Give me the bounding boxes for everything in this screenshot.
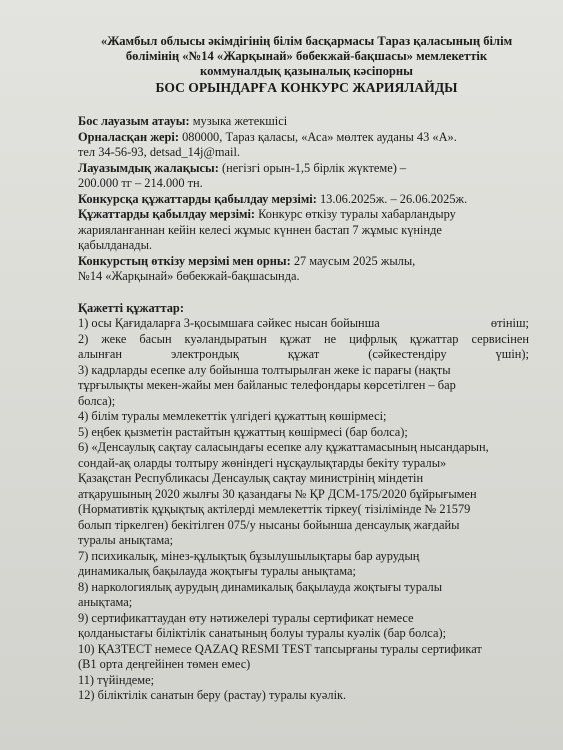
req-item-5: 5) еңбек қызметін растайтын құжаттың көшірмесі (бар болса); xyxy=(78,424,408,439)
req-item-2-word: куәландыратын xyxy=(184,331,267,346)
req-item-1-text: 1) осы Қағидаларға 3-қосымшаға сәйкес нысан бойынша xyxy=(78,316,380,330)
req-item-6-line-4: атқарушының 2020 жылғы 30 қазандағы № ҚР ДСМ-175/2020 бұйрығымен xyxy=(78,486,477,501)
accept-line-3: қабылданады. xyxy=(78,238,152,252)
salary-value: (негізгі орын-1,5 бірлік жүктеме) – xyxy=(218,160,407,175)
req-item-6-line-3: Қазақстан Республикасы Денсаулық сақтау министрінің міндетін xyxy=(78,471,424,485)
salary-amount: 200.000 тг – 214.000 тн. xyxy=(78,176,203,190)
accept-value-1: Конкурс өткізу туралы хабарландыру xyxy=(255,207,456,221)
req-item-9-line-2: қолданыстағы біліктілік санатының болуы туралы куәлік (бар болса); xyxy=(78,626,447,640)
position-line xyxy=(78,114,529,130)
req-item-2-word: не xyxy=(324,331,337,346)
header-line-1: «Жамбыл облысы әкімдігінің білім басқармасы Тараз қаласының білім xyxy=(100,34,513,48)
req-item-9-line-1: 9) сертификаттаудан өту нәтижелері туралы сертификат немесе xyxy=(78,610,414,625)
req-item-2b-word: үшін); xyxy=(495,347,529,361)
docs-period-value: 13.06.2025ж. – 26.06.2025ж. xyxy=(316,191,468,206)
header-line-3: коммуналдық қазыналық кәсіпорны xyxy=(200,64,413,78)
req-item-6-line-2: сондай-ақ оларды толтыру жөніндегі нұсқаулықтарды бекіту туралы» xyxy=(78,455,447,470)
venue-line-1 xyxy=(78,254,529,270)
req-item-6-line-7: туралы анықтама; xyxy=(78,533,174,547)
header-line-2: бөлімінің «№14 «Жарқынай» бөбекжай-бақшасы» мемлекеттік xyxy=(125,49,488,63)
req-item-6-line-6: болып тіркелген) бекітілген 075/у нысаны бойынша денсаулық жағдайы xyxy=(78,517,460,532)
req-item-2 xyxy=(78,332,529,348)
docs-period-line xyxy=(78,192,529,208)
accept-line-2: жарияланғаннан кейін келесі жұмыс күннен бастап 7 жұмыс күнінде xyxy=(78,222,442,237)
venue-line-2: №14 «Жарқынай» бөбекжай-бақшасында. xyxy=(78,269,300,283)
req-item-11: 11) түйіндеме; xyxy=(78,672,155,687)
requirements-title: Қажетті құжаттар: xyxy=(78,300,184,315)
position-label: Бос лауазым атауы: xyxy=(78,114,190,128)
venue-value-1: 27 маусым 2025 жылы, xyxy=(290,253,416,268)
req-item-1 xyxy=(78,316,529,332)
venue-label: Конкурстың өткізу мерзімі мен орны: xyxy=(78,253,291,268)
req-item-7-line-1: 7) психикалық, мінез-құлықтық бұзылушылықтары бар аурудың xyxy=(78,548,420,563)
req-item-8-line-1: 8) наркологиялық аурудың динамикалық бақылауда жоқтығы туралы xyxy=(78,579,443,594)
req-item-2b-word: алынған xyxy=(78,347,122,361)
req-item-2b-word: құжат xyxy=(287,347,320,361)
req-item-2-word: жеке xyxy=(101,331,127,346)
req-item-2-word: 2) xyxy=(78,331,89,346)
announcement-title: БОС ОРЫНДАРҒА КОНКУРС ЖАРИЯЛАЙДЫ xyxy=(155,80,458,95)
req-item-2b-word: электрондық xyxy=(170,347,239,361)
location-value: 080000, Тараз қаласы, «Аса» мөлтек ауданы 43 «А». xyxy=(178,129,457,144)
req-item-10-line-2: (B1 орта деңгейінен төмен емес) xyxy=(78,657,251,671)
req-item-8-line-2: анықтама; xyxy=(78,595,133,609)
location-line xyxy=(78,130,529,146)
req-item-3-line-1: 3) кадрларды есепке алу бойынша толтырылған жеке іс парағы (нақты xyxy=(78,362,451,377)
req-item-2-word: құжат xyxy=(279,331,312,346)
accept-label: Құжаттарды қабылдау мерзімі: xyxy=(78,207,256,221)
contacts-line: тел 34-56-93, detsad_14j@mail. xyxy=(78,145,241,159)
req-item-1-end: өтініш; xyxy=(490,316,529,330)
position-value: музыка жетекшісі xyxy=(189,114,288,128)
req-item-2-word: басын xyxy=(139,331,172,346)
salary-label: Лауазымдық жалақысы: xyxy=(78,160,219,175)
req-item-2-word: құжаттар xyxy=(409,331,459,346)
req-item-3-line-2: тұрғылықты мекен-жайы мен байланыс телефондары көрсетілген – бар xyxy=(78,378,456,392)
salary-line xyxy=(78,161,529,177)
req-item-4: 4) білім туралы мемлекеттік үлгідегі құжаттың көшірмесі; xyxy=(78,409,387,423)
location-label: Орналасқан жері: xyxy=(78,129,179,144)
req-item-3-line-3: болса); xyxy=(78,393,116,408)
req-item-2-word: цифрлық xyxy=(349,331,397,346)
req-item-10-line-1: 10) ҚАЗТЕСТ немесе QAZAQ RESMI TEST тапсырғаны туралы сертификат xyxy=(78,641,482,656)
req-item-6-line-5: (Нормативтік құқықтық актілерді мемлекеттік тіркеу( тізілімінде № 21579 xyxy=(78,502,471,516)
accept-line-1 xyxy=(78,207,529,223)
req-item-2-word: сервисінен xyxy=(471,331,529,346)
req-item-7-line-2: динамикалық бақылауда жоқтығы туралы анықтама; xyxy=(78,564,356,578)
req-item-2-cont xyxy=(78,347,529,363)
req-item-2b-word: (сәйкестендіру xyxy=(368,347,447,361)
docs-period-label: Конкурсқа құжаттарды қабылдау мерзімі: xyxy=(78,191,317,206)
req-item-12: 12) біліктілік санатын беру (растау) туралы куәлік. xyxy=(78,688,347,702)
req-item-6-line-1: 6) «Денсаулық сақтау саласындағы есепке алу құжаттамасының нысандарын, xyxy=(78,440,489,454)
